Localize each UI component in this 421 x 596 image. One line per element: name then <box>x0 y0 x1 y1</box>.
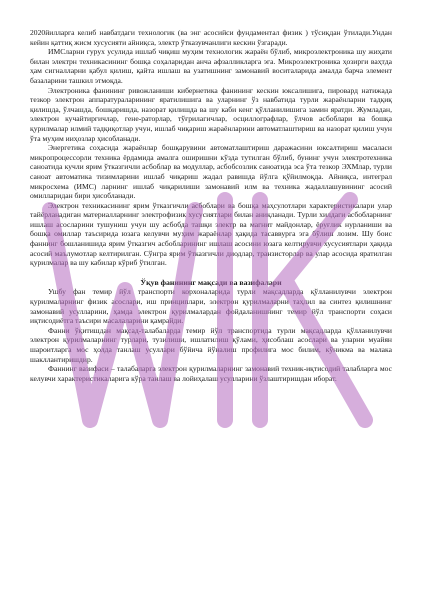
paragraph-1: 2020йилларга келиб навбатдаги технологик (ва энг асосийси фундаментал физик ) тўсиқдан ўтилади.Ундан кейин қаттиқ жисм хусусияти айниқса, электр ўтказувчанлиги кескин ўзгаради. <box>30 28 392 47</box>
paragraph-5: Электрон техникасининг ярим ўтказгичли асбоблари ва бошқа маҳсулотлари характеристикалари улар тайёрланадиган материалларнинг электрофизик хусусиятлари билан аниқланади. Турли хилдаги асбобларнинг ишлаш асосларини тушуниш учун шу асбобда ташқи электр ва магнит майдонлар, ёруғлик нурланиши ва бошқа омиллар таъсирида юзага келувчи муҳим жараёнлар ҳақида тасаввурга эга бўлиш лозим. Шу боис фаннинг бошланишида ярим ўтказгич асбобларининг ишлаш асосини юзага келтирувчи хусусиятлари ҳақида асосий маълумотлар келтирилган. Сўнгра ярим ўтказгичли диодлар, транзисторлар ва улар асосида яратилган қурилмалар ва шу кабилар кўриб ўтилган. <box>30 200 392 268</box>
paragraph-6: Ушбу фан темир йўл транспорти корхоналарида турли мақсадларда қўлланилувчи электрон қурилмаларнинг физик асослари, иш принциплари, электрон қурилмаларни таҳлил ва синтез қилишнинг замонавий усулларини, ҳамда электрон қурилмалардан фойдаланишнинг темир йўл транспорти соҳаси иқтисодиётга таъсири масалаларини қамрайди. <box>30 287 392 326</box>
paragraph-2: ИМСларни гурух усулида ишлаб чиқиш муҳим технологик жараён бўлиб, микроэлектроника шу жиҳати билан электрн техникасининг бошқа соҳаларидан анча афзалликларга эга. Микроэлектроника ҳозирги ваҳтда ҳам сигналларни қабул қилиш, қайта ишлаш ва узатишнинг замонавий воситаларида амалда барча элемент базаларини ташкил этмоқда. <box>30 47 392 85</box>
paragraph-7: Фанни ўқитишдан мақсад-талабаларда темир йўл транспортида турли мақсадларда қўлланилувчи электрон қурилмаларнинг турлари, тузилиши, ишлатилиш қўлами, ҳисоблаш асослари ва уларни муайян шароитларга мос ҳолда танлаш усуллари бўйича йўналиш профилига мос билим, кўникма ва малака шакллантиришдир. <box>30 325 392 364</box>
document-page <box>30 28 392 383</box>
paragraph-4: Энергетика соҳасида жараёнлар бошқарувини автоматлаштириш даражасини юксалтириш масаласи микропроцессорли техника ёрдамида амалга оширишни кўзда тутилган бўлиб, бунинг учун электротехника саноатида кучли ярим ўтказгичли асбоблар ва модуллар, асбобсозлик саноатида эса ўта тезкор ЭХМлар, турли саноат автоматика тизимларини ишлаб чиқариш жадал равишда йўлга қўйилмоқда. Айниқса, интеграл микросхема (ИМС) ларнинг ишлаб чиқарилиши замонавий илм ва техника жадаллашувининг асосий омилларидан бири ҳисобланади. <box>30 143 392 201</box>
paragraph-3: Электроника фанининг ривожланиши кибернетика фанининг кескин юксалишига, пировард натижада тезкор электрон аппаратураларининг яратилишига ва уларнинг ўз навбатида турли жараёнларни тадқиқ қилишда, ўлчашда, бошқаришда, назорат қилишда ва шу каби кенг қўлланилишига замин яратди. Жумладан, электрон кучайтиргичлар, гене-раторлар, тўғрилагичлар, осциллографлар, ўлчов асбоблари ва бошқа қурилмалар илмий тадқиқотлар учун, ишлаб чиқариш жараёнларини автоматлаштириш ва назорат қилиш учун ўта муҳим ииҳозлар ҳисобланади. <box>30 85 392 143</box>
section-title: Ўқув фанининг мақсади ва вазифалари <box>140 277 282 287</box>
paragraph-8: Фаннинг вазифаси – талабаларга электрон қурилмаларнинг замонавий техник-иқтисодий талабларга мос келувчи характеристикаларига кўра танлаш ва лойиҳалаш усулларини ўзлаштиришдан иборат. <box>30 364 392 383</box>
